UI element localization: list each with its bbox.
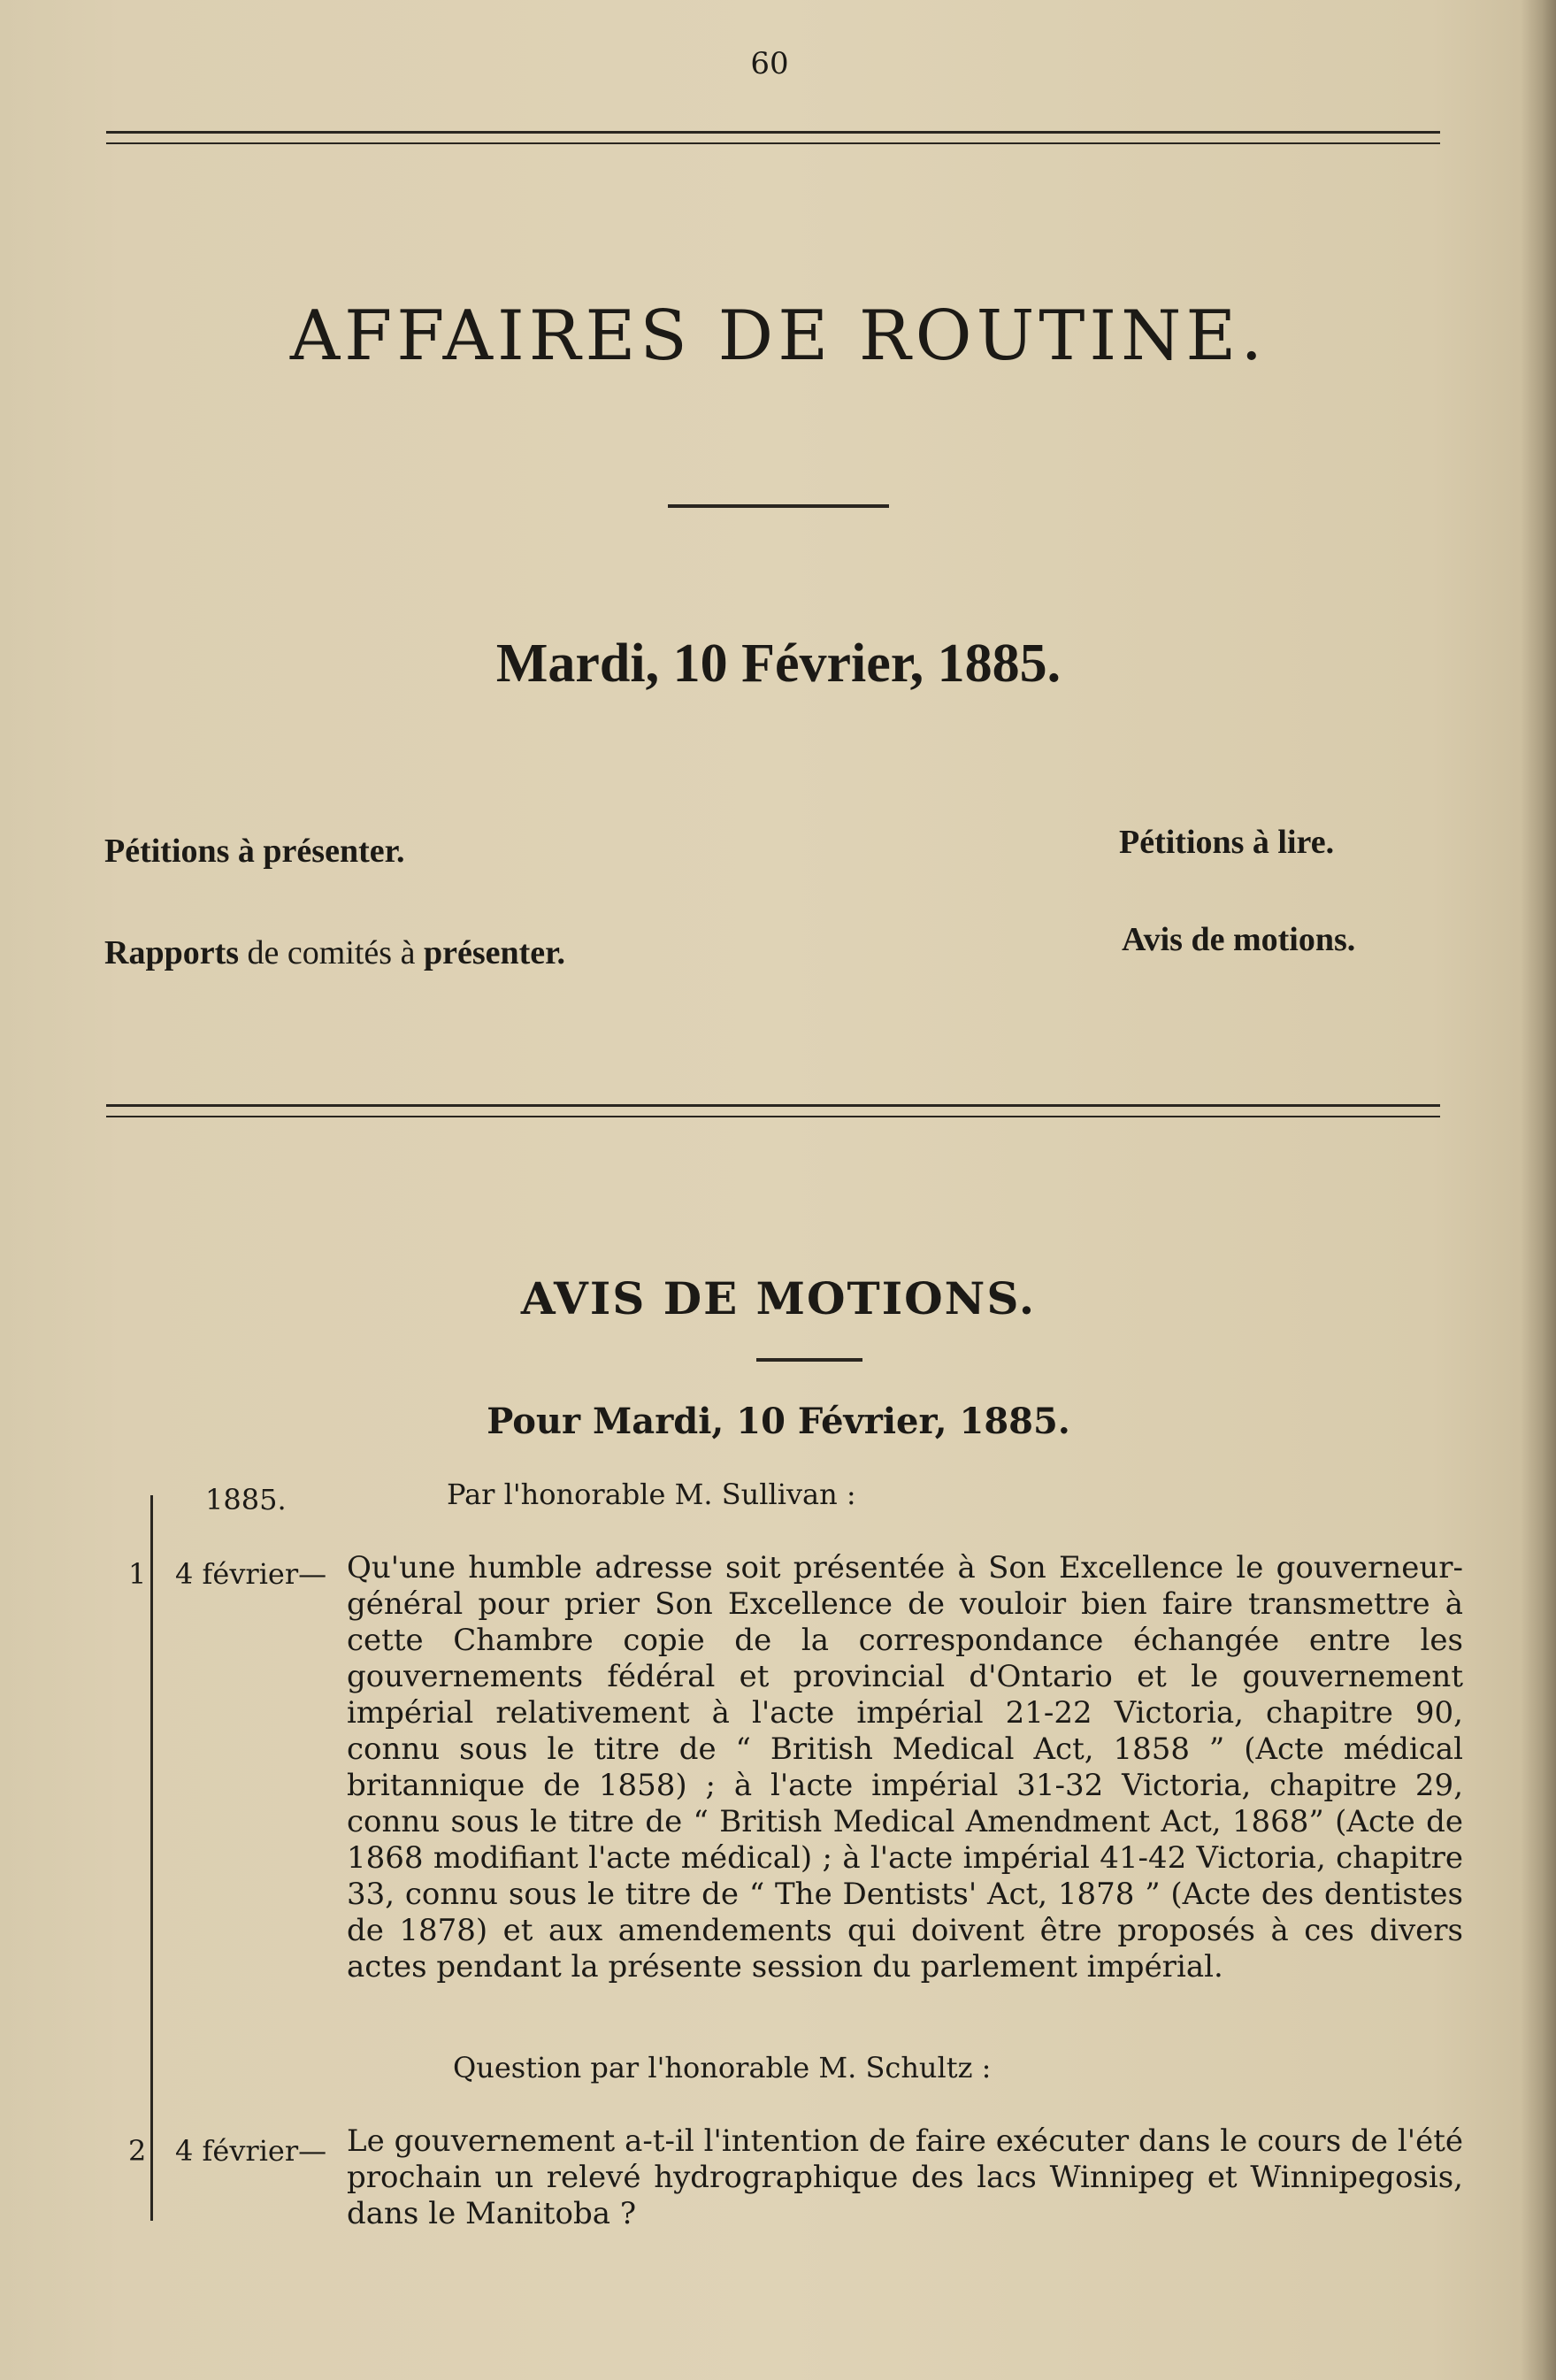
margin-rule — [150, 1495, 153, 2221]
title-divider — [668, 504, 889, 508]
notice-1-number: 1 — [128, 1557, 147, 1591]
sitting-date: Mardi, 10 Février, 1885. — [495, 633, 1062, 694]
page-title: AFFAIRES DE ROUTINE. — [289, 296, 1268, 376]
notice-1-text — [347, 1550, 1463, 1985]
order-petitions-read: Pétitions à lire. — [1119, 824, 1335, 861]
notice-2-number: 2 — [128, 2134, 147, 2168]
middle-double-rule — [106, 1104, 1440, 1117]
notices-heading: AVIS DE MOTIONS. — [520, 1272, 1037, 1324]
page-number: 60 — [750, 46, 789, 81]
notices-subheading: Pour Mardi, 10 Février, 1885. — [487, 1401, 1070, 1442]
top-double-rule — [106, 131, 1440, 144]
order-reports-present: Rapports de comités à présenter. — [104, 934, 566, 971]
notices-year: 1885. — [205, 1483, 287, 1516]
notice-1-mover: Par l'honorable M. Sullivan : — [447, 1478, 856, 1511]
notice-2-mover: Question par l'honorable M. Schultz : — [453, 2051, 992, 2084]
notice-2-date: 4 février— — [175, 2134, 327, 2168]
notice-1-date: 4 février— — [175, 1557, 327, 1591]
book-spine-shadow — [1521, 0, 1556, 2380]
notice-2-text: Le gouvernement a-t-il l'intention de faire exécuter dans le cours de l'été prochain un relevé hydrographique des lacs Winnipeg et Winnipegosis, dans le Manitoba ? — [347, 2123, 1463, 2231]
notice-1-text-body: Qu'une humble adresse soit présentée à Son Excellence le gouverneur-général pour prier Son Excellence de vouloir bien faire transmettre à cette Chambre copie de la correspondance échangée entre les gouvernements fédéral et provincial d'Ontario et le gouvernement impérial relativement à l'acte impérial 21-22 Victoria, chapitre 90, connu sous le titre de “ British Medical Act, 1858 ” (Acte médical britannique de 1858) ; à l'acte impérial 31-32 Victoria, chapitre 29, connu sous le titre de “ British Medical Amendment Act, 1868” (Acte de 1868 modifiant l'acte médical) ; à l'acte impérial 41-42 Victoria, chapitre 33, connu sous le titre de “ The Dentists' Act, 1878 ” (Acte des dentistes de 1878) et aux amendements qui doivent être proposés à ces divers actes pendant la présente session du parlement impérial. — [347, 1550, 1463, 1985]
order-petitions-present: Pétitions à présenter. — [104, 833, 405, 870]
order-notices-motion: Avis de motions. — [1122, 921, 1356, 958]
notices-divider — [756, 1358, 862, 1362]
